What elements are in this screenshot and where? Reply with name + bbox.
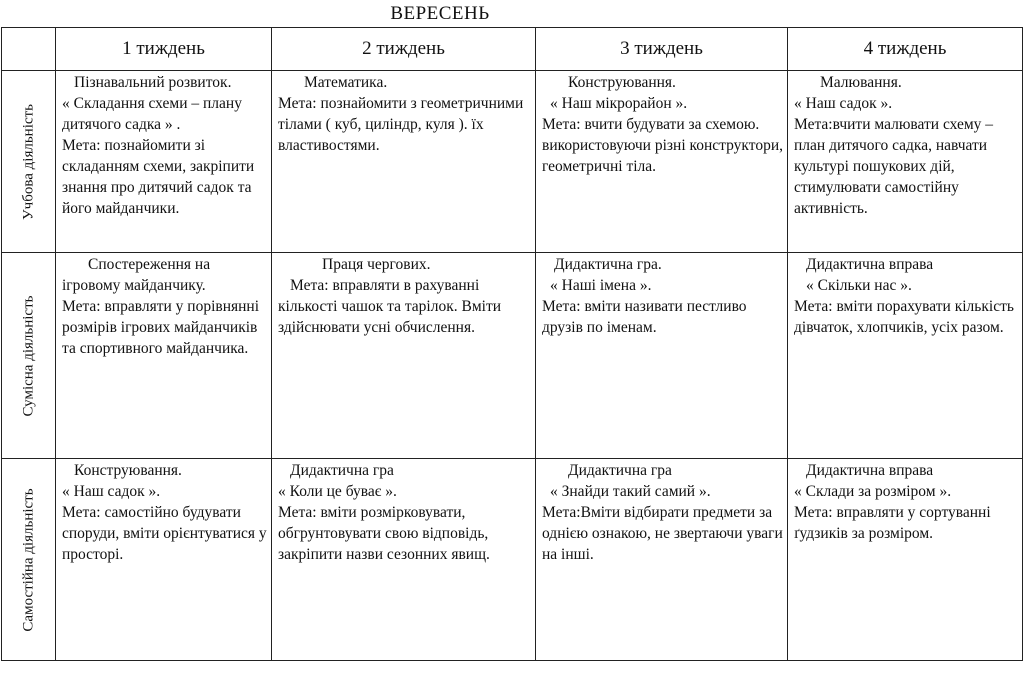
activity-topic: « Коли це буває ». <box>278 483 397 500</box>
activity-topic: « Наші імена ». <box>550 277 652 294</box>
activity-topic: « Знайди такий самий ». <box>550 483 711 500</box>
activity-heading: Спостереження на ігровому майданчику. <box>62 256 211 294</box>
activity-goal: Мета: вправляти у порівнянні розмірів ігрових майданчиків та спортивного майданчика. <box>62 298 260 357</box>
activity-heading: Дидактична гра. <box>554 256 662 273</box>
activity-heading: Математика. <box>304 74 388 91</box>
corner-cell <box>2 28 56 71</box>
activity-cell <box>788 459 1023 661</box>
activity-topic: « Наш садок ». <box>794 95 893 112</box>
activity-heading: Конструювання. <box>568 74 676 91</box>
activity-goal: Мета:Вміти відбирати предмети за однією ознакою, не звертаючи уваги на інші. <box>542 504 783 563</box>
activity-goal: Мета: вправляти у сортуванні ґудзиків за розміром. <box>794 504 991 542</box>
week-header: 3 тиждень <box>536 28 788 71</box>
page-title: ВЕРЕСЕНЬ <box>390 3 490 24</box>
activity-topic: « Наш садок ». <box>62 483 161 500</box>
row-label: Сумісна діяльність <box>20 295 36 416</box>
activity-goal: Мета: самостійно будувати споруди, вміти орієнтуватися у просторі. <box>62 504 267 563</box>
activity-goal: Мета: вчити будувати за схемою. використовуючи різні конструктори, геометричні тіла. <box>542 116 783 175</box>
table-row <box>2 71 1023 253</box>
activity-heading: Дидактична гра <box>290 462 394 479</box>
week-header: 2 тиждень <box>272 28 536 71</box>
row-label: Самостійна діяльність <box>20 487 36 632</box>
activity-cell <box>272 71 536 253</box>
activity-heading: Малювання. <box>820 74 902 91</box>
header-row <box>2 28 1023 71</box>
activity-cell <box>788 253 1023 459</box>
activity-topic: « Наш мікрорайон ». <box>550 95 688 112</box>
activity-heading: Конструювання. <box>74 462 182 479</box>
activity-goal: Мета: познайомити з геометричними тілами ( куб, циліндр, куля ). їх властивостями. <box>278 95 524 154</box>
activity-heading: Дидактична гра <box>568 462 672 479</box>
activity-cell <box>788 71 1023 253</box>
activity-goal: Мета:вчити малювати схему – план дитячого садка, навчати культурі пошукових дій, стимулювати самостійну активність. <box>794 116 994 217</box>
table-row <box>2 253 1023 459</box>
activity-cell <box>56 459 272 661</box>
activity-topic: « Склади за розміром ». <box>794 483 952 500</box>
activity-cell <box>272 459 536 661</box>
activity-cell <box>536 459 788 661</box>
activity-cell <box>536 253 788 459</box>
activity-goal: Мета: вправляти в рахуванні кількості чашок та тарілок. Вміти здійснювати усні обчислення. <box>278 277 502 336</box>
plan-table <box>1 27 1023 661</box>
row-label-cell <box>2 71 56 253</box>
activity-heading: Дидактична вправа <box>806 462 934 479</box>
activity-cell <box>56 253 272 459</box>
week-header: 1 тиждень <box>56 28 272 71</box>
activity-goal: Мета: вміти порахувати кількість дівчаток, хлопчиків, усіх разом. <box>794 298 1014 336</box>
activity-cell <box>272 253 536 459</box>
row-label: Учбова діяльність <box>20 103 36 220</box>
activity-heading: Дидактична вправа <box>806 256 934 273</box>
activity-goal: Мета: вміти називати пестливо друзів по іменам. <box>542 298 747 336</box>
table-row <box>2 459 1023 661</box>
activity-topic: « Складання схеми – плану дитячого садка » . <box>62 95 242 133</box>
activity-goal: Мета: вміти розмірковувати, обгрунтовувати свою відповідь, закріпити назви сезонних явищ. <box>278 504 490 563</box>
row-label-cell <box>2 253 56 459</box>
row-label-cell <box>2 459 56 661</box>
activity-cell <box>536 71 788 253</box>
activity-heading: Праця чергових. <box>322 256 431 273</box>
activity-cell <box>56 71 272 253</box>
week-header: 4 тиждень <box>788 28 1023 71</box>
activity-heading: Пізнавальний розвиток. <box>74 74 232 91</box>
activity-goal: Мета: познайомити зі складанням схеми, закріпити знання про дитячий садок та його майданчики. <box>62 137 255 217</box>
activity-topic: « Скільки нас ». <box>806 277 912 294</box>
